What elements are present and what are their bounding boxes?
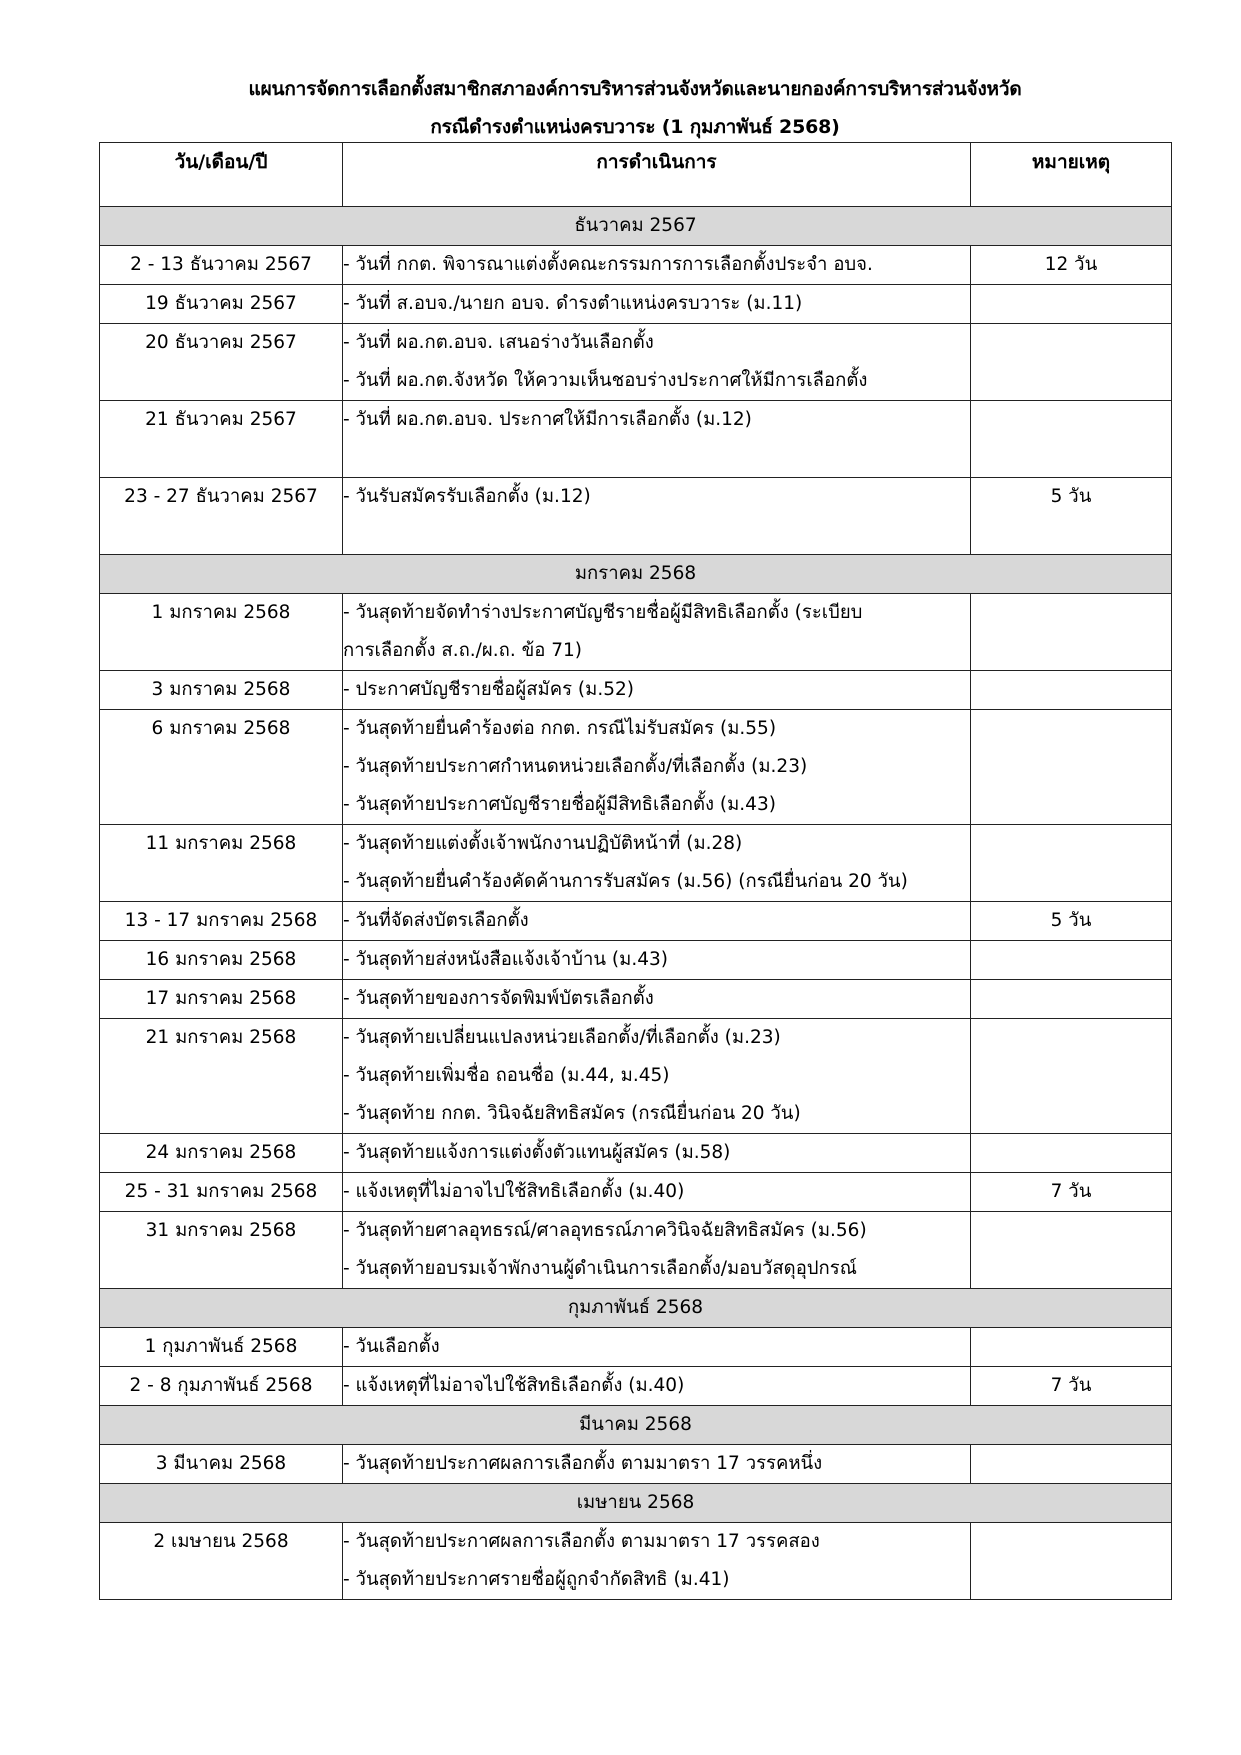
table-row — [100, 1134, 1172, 1173]
action-line: - วันสุดท้ายเปลี่ยนแปลงหน่วยเลือกตั้ง/ที่เลือกตั้ง (ม.23) — [343, 1027, 781, 1048]
action-cell — [343, 1212, 971, 1289]
header-date: วัน/เดือน/ปี — [100, 143, 343, 207]
note-cell — [971, 1445, 1172, 1484]
action-cell — [343, 710, 971, 825]
action-cell — [343, 1445, 971, 1484]
date-cell: 3 มีนาคม 2568 — [100, 1445, 343, 1484]
action-line: - วันสุดท้ายส่งหนังสือแจ้งเจ้าบ้าน (ม.43) — [343, 949, 668, 970]
table-row — [100, 324, 1172, 401]
action-line: - วันสุดท้ายยื่นคำร้องคัดค้านการรับสมัคร (ม.56) (กรณียื่นก่อน 20 วัน) — [343, 871, 908, 892]
action-line: - ประกาศบัญชีรายชื่อผู้สมัคร (ม.52) — [343, 679, 634, 700]
note-cell — [971, 1328, 1172, 1367]
date-cell: 1 กุมภาพันธ์ 2568 — [100, 1328, 343, 1367]
action-line: - วันที่ ส.อบจ./นายก อบจ. ดำรงตำแหน่งครบวาระ (ม.11) — [343, 293, 803, 314]
table-row — [100, 825, 1172, 902]
date-cell: 11 มกราคม 2568 — [100, 825, 343, 902]
action-cell — [343, 941, 971, 980]
table-body — [100, 207, 1172, 1600]
table-row — [100, 980, 1172, 1019]
action-line: - แจ้งเหตุที่ไม่อาจไปใช้สิทธิเลือกตั้ง (ม.40) — [343, 1181, 685, 1202]
action-cell — [343, 324, 971, 401]
note-cell — [971, 324, 1172, 401]
table-row — [100, 1523, 1172, 1600]
action-cell — [343, 594, 971, 671]
note-cell — [971, 1212, 1172, 1289]
table-row — [100, 941, 1172, 980]
action-line: การเลือกตั้ง ส.ถ./ผ.ถ. ข้อ 71) — [343, 640, 582, 661]
table-row — [100, 1445, 1172, 1484]
month-header-row — [100, 1484, 1172, 1523]
action-cell — [343, 902, 971, 941]
date-cell: 24 มกราคม 2568 — [100, 1134, 343, 1173]
action-cell — [343, 1173, 971, 1212]
month-label: ธันวาคม 2567 — [100, 207, 1172, 246]
document-subtitle: กรณีดำรงตำแหน่งครบวาระ (1 กุมภาพันธ์ 2568) — [430, 116, 840, 138]
action-cell — [343, 980, 971, 1019]
note-cell — [971, 1134, 1172, 1173]
note-cell — [971, 401, 1172, 478]
action-cell — [343, 246, 971, 285]
table-row — [100, 594, 1172, 671]
action-line: - วันรับสมัครรับเลือกตั้ง (ม.12) — [343, 486, 591, 507]
month-header-row — [100, 1289, 1172, 1328]
table-row — [100, 1367, 1172, 1406]
table-row — [100, 710, 1172, 825]
action-cell — [343, 1328, 971, 1367]
action-line: - วันสุดท้ายจัดทำร่างประกาศบัญชีรายชื่อผู้มีสิทธิเลือกตั้ง (ระเบียบ — [343, 602, 863, 623]
action-line: - วันสุดท้ายประกาศบัญชีรายชื่อผู้มีสิทธิเลือกตั้ง (ม.43) — [343, 794, 776, 815]
note-cell — [971, 671, 1172, 710]
action-line: - วันสุดท้ายประกาศกำหนดหน่วยเลือกตั้ง/ที่เลือกตั้ง (ม.23) — [343, 756, 808, 777]
month-label: กุมภาพันธ์ 2568 — [100, 1289, 1172, 1328]
action-line: - วันที่จัดส่งบัตรเลือกตั้ง — [343, 910, 529, 931]
action-line: - วันสุดท้ายแต่งตั้งเจ้าพนักงานปฏิบัติหน้าที่ (ม.28) — [343, 833, 743, 854]
action-cell — [343, 1019, 971, 1134]
action-cell — [343, 478, 971, 555]
table-row — [100, 1019, 1172, 1134]
action-line — [343, 516, 970, 554]
action-cell — [343, 401, 971, 478]
action-line: - วันสุดท้ายเพิ่มชื่อ ถอนชื่อ (ม.44, ม.45) — [343, 1065, 670, 1086]
note-cell — [971, 980, 1172, 1019]
date-cell: 1 มกราคม 2568 — [100, 594, 343, 671]
action-line — [343, 439, 970, 477]
note-cell — [971, 710, 1172, 825]
month-label: มีนาคม 2568 — [100, 1406, 1172, 1445]
election-schedule-table — [99, 142, 1172, 1600]
date-cell: 31 มกราคม 2568 — [100, 1212, 343, 1289]
document-title: แผนการจัดการเลือกตั้งสมาชิกสภาองค์การบริหารส่วนจังหวัดและนายกองค์การบริหารส่วนจังหวัด — [248, 78, 1022, 100]
action-line: - วันสุดท้ายประกาศผลการเลือกตั้ง ตามมาตรา 17 วรรคหนึ่ง — [343, 1453, 823, 1474]
action-cell — [343, 825, 971, 902]
note-cell: 7 วัน — [971, 1173, 1172, 1212]
date-cell: 2 - 8 กุมภาพันธ์ 2568 — [100, 1367, 343, 1406]
date-cell: 25 - 31 มกราคม 2568 — [100, 1173, 343, 1212]
date-cell: 2 - 13 ธันวาคม 2567 — [100, 246, 343, 285]
action-line: - วันสุดท้ายของการจัดพิมพ์บัตรเลือกตั้ง — [343, 988, 654, 1009]
note-cell — [971, 825, 1172, 902]
table-row — [100, 285, 1172, 324]
note-cell — [971, 594, 1172, 671]
date-cell: 2 เมษายน 2568 — [100, 1523, 343, 1600]
action-cell — [343, 1367, 971, 1406]
action-line: - วันสุดท้าย กกต. วินิจฉัยสิทธิสมัคร (กรณียื่นก่อน 20 วัน) — [343, 1103, 801, 1124]
action-line: - วันที่ ผอ.กต.อบจ. เสนอร่างวันเลือกตั้ง — [343, 332, 654, 353]
table-row — [100, 671, 1172, 710]
action-line: - วันสุดท้ายยื่นคำร้องต่อ กกต. กรณีไม่รับสมัคร (ม.55) — [343, 718, 777, 739]
month-header-row — [100, 1406, 1172, 1445]
note-cell: 7 วัน — [971, 1367, 1172, 1406]
table-row — [100, 1173, 1172, 1212]
table-row — [100, 1328, 1172, 1367]
action-line: - วันสุดท้ายศาลอุทธรณ์/ศาลอุทธรณ์ภาควินิจฉัยสิทธิสมัคร (ม.56) — [343, 1220, 867, 1241]
date-cell: 16 มกราคม 2568 — [100, 941, 343, 980]
action-line: - แจ้งเหตุที่ไม่อาจไปใช้สิทธิเลือกตั้ง (ม.40) — [343, 1375, 685, 1396]
note-cell — [971, 1523, 1172, 1600]
note-cell — [971, 285, 1172, 324]
note-cell: 5 วัน — [971, 478, 1172, 555]
action-cell — [343, 671, 971, 710]
date-cell: 19 ธันวาคม 2567 — [100, 285, 343, 324]
header-row — [100, 143, 1172, 207]
date-cell: 3 มกราคม 2568 — [100, 671, 343, 710]
action-line: - วันสุดท้ายประกาศผลการเลือกตั้ง ตามมาตรา 17 วรรคสอง — [343, 1531, 820, 1552]
header-note: หมายเหตุ — [971, 143, 1172, 207]
action-line: - วันสุดท้ายแจ้งการแต่งตั้งตัวแทนผู้สมัคร (ม.58) — [343, 1142, 731, 1163]
action-line: - วันสุดท้ายอบรมเจ้าพักงานผู้ดำเนินการเลือกตั้ง/มอบวัสดุอุปกรณ์ — [343, 1258, 857, 1279]
action-line: - วันที่ กกต. พิจารณาแต่งตั้งคณะกรรมการการเลือกตั้งประจำ อบจ. — [343, 254, 873, 275]
note-cell — [971, 1019, 1172, 1134]
table-row — [100, 401, 1172, 478]
table-row — [100, 902, 1172, 941]
action-cell — [343, 1523, 971, 1600]
date-cell: 21 มกราคม 2568 — [100, 1019, 343, 1134]
date-cell: 6 มกราคม 2568 — [100, 710, 343, 825]
table-row — [100, 1212, 1172, 1289]
action-line: - วันที่ ผอ.กต.อบจ. ประกาศให้มีการเลือกตั้ง (ม.12) — [343, 409, 752, 430]
action-cell — [343, 285, 971, 324]
date-cell: 21 ธันวาคม 2567 — [100, 401, 343, 478]
date-cell: 20 ธันวาคม 2567 — [100, 324, 343, 401]
action-line: - วันที่ ผอ.กต.จังหวัด ให้ความเห็นชอบร่างประกาศให้มีการเลือกตั้ง — [343, 370, 868, 391]
action-line: - วันสุดท้ายประกาศรายชื่อผู้ถูกจำกัดสิทธิ (ม.41) — [343, 1569, 730, 1590]
month-label: มกราคม 2568 — [100, 555, 1172, 594]
header-action: การดำเนินการ — [343, 143, 971, 207]
table-row — [100, 478, 1172, 555]
table-row — [100, 246, 1172, 285]
note-cell: 5 วัน — [971, 902, 1172, 941]
date-cell: 13 - 17 มกราคม 2568 — [100, 902, 343, 941]
month-header-row — [100, 555, 1172, 594]
month-label: เมษายน 2568 — [100, 1484, 1172, 1523]
note-cell: 12 วัน — [971, 246, 1172, 285]
note-cell — [971, 941, 1172, 980]
date-cell: 23 - 27 ธันวาคม 2567 — [100, 478, 343, 555]
table-header — [100, 143, 1172, 207]
action-cell — [343, 1134, 971, 1173]
month-header-row — [100, 207, 1172, 246]
action-line: - วันเลือกตั้ง — [343, 1336, 440, 1357]
date-cell: 17 มกราคม 2568 — [100, 980, 343, 1019]
